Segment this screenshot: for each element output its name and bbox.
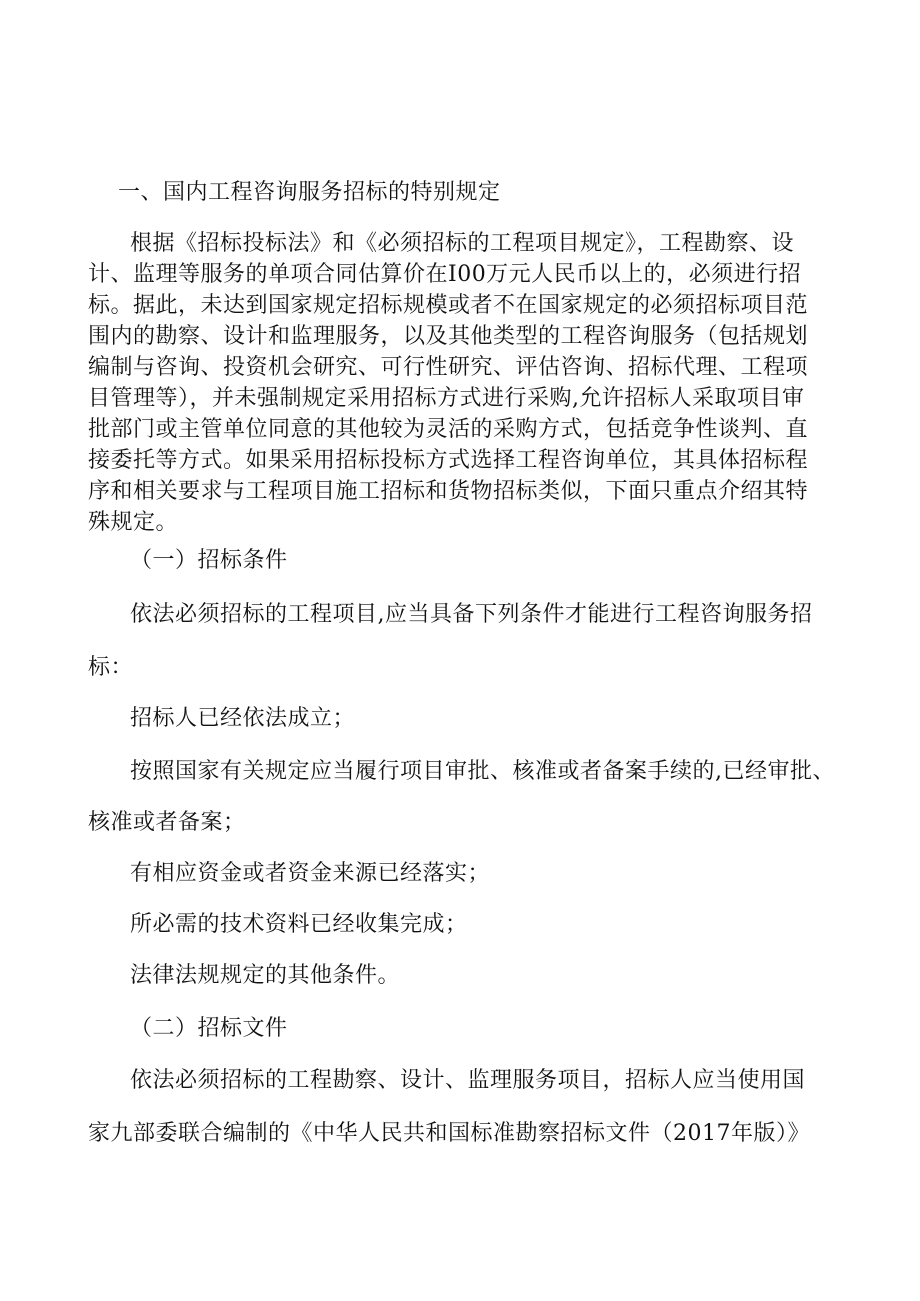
intro-line: 接委托等方式。如果采用招标投标方式选择工程咨询单位，其具体招标程 [88,448,809,473]
intro-line: 围内的勘察、设计和监理服务，以及其他类型的工程咨询服务（包括规划 [88,324,809,349]
condition-item: 法律法规规定的其他条件。 [130,963,401,988]
condition-item: 所必需的技术资料已经收集完成； [130,912,468,937]
conditions-intro-line: 标： [88,655,134,680]
condition-item: 招标人已经依法成立； [130,706,356,731]
documents-line: 依法必须招标的工程勘察、设计、监理服务项目，招标人应当使用国 [130,1068,806,1093]
subsection-title-documents: （二）招标文件 [130,1016,288,1041]
intro-line: 目管理等），并未强制规定采用招标方式进行采购,允许招标人采取项目审 [88,386,805,411]
documents-line: 家九部委联合编制的《中华人民共和国标准勘察招标文件（2017年版）》 [88,1121,810,1146]
intro-line: 批部门或主管单位同意的其他较为灵活的采购方式，包括竞争性谈判、直 [88,417,809,442]
conditions-intro-line: 依法必须招标的工程项目,应当具备下列条件才能进行工程咨询服务招 [130,602,813,627]
intro-line: 序和相关要求与工程项目施工招标和货物招标类似，下面只重点介绍其特 [88,479,809,504]
intro-line: 根据《招标投标法》和《必须招标的工程项目规定》，工程勘察、设 [130,231,795,256]
condition-item-continued: 核准或者备案； [88,810,246,835]
intro-line: 编制与咨询、投资机会研究、可行性研究、评估咨询、招标代理、工程项 [88,355,809,380]
subsection-title-conditions: （一）招标条件 [130,548,288,573]
condition-item: 按照国家有关规定应当履行项目审批、核准或者备案手续的,已经审批、 [130,759,835,784]
intro-line: 标。据此，未达到国家规定招标规模或者不在国家规定的必须招标项目范 [88,293,809,318]
intro-line: 计、监理等服务的单项合同估算价在I00万元人民币以上的，必须进行招 [88,262,802,287]
intro-line: 殊规定。 [88,510,179,535]
condition-item: 有相应资金或者资金来源已经落实； [130,861,491,886]
section-heading: 一、国内工程咨询服务招标的特别规定 [118,180,501,205]
